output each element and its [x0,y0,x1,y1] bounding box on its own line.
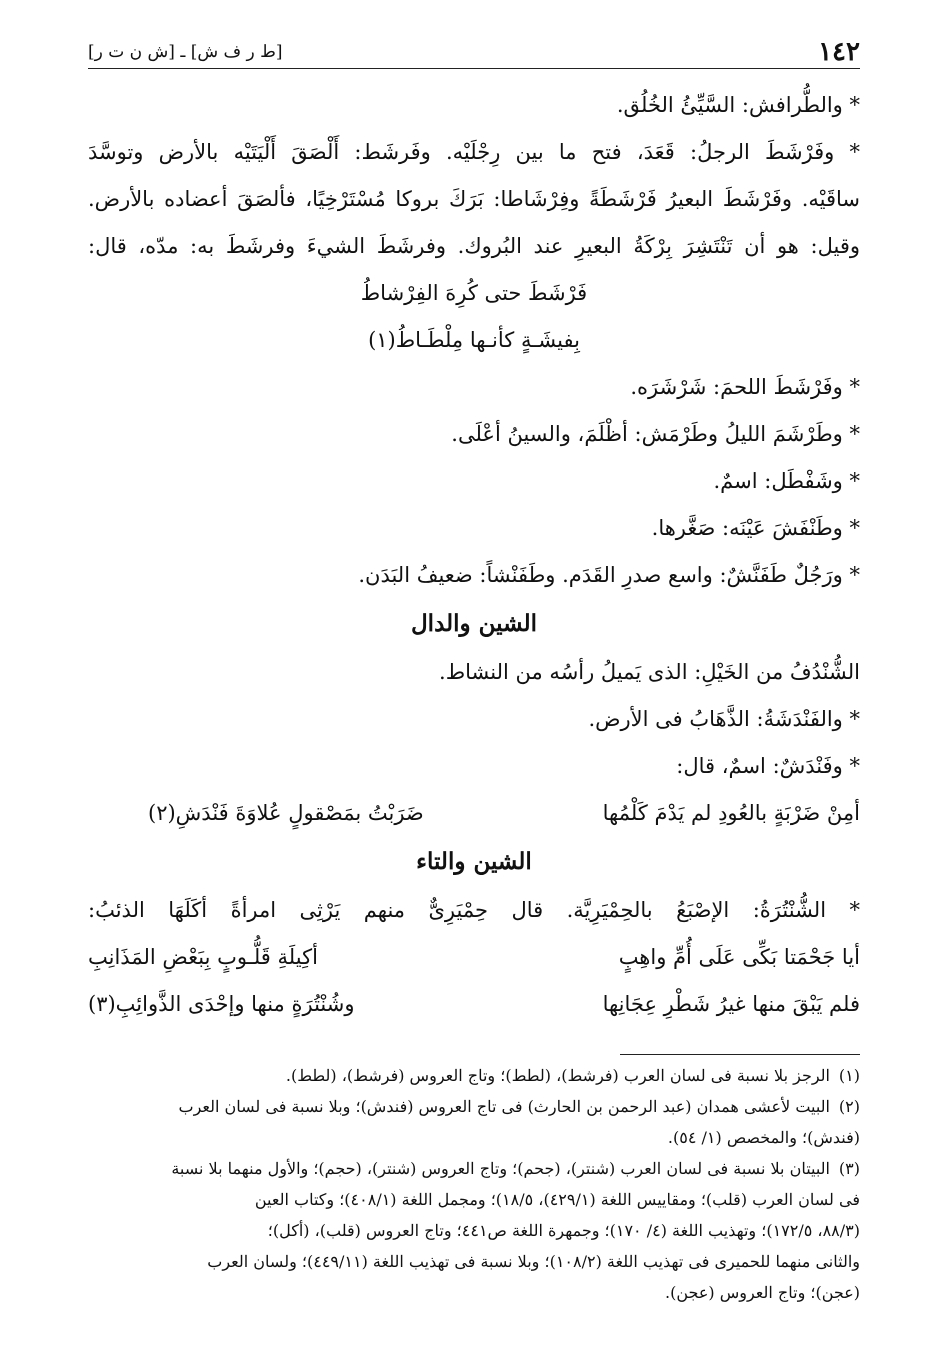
first-hemistich: أيا جَحْمَتا بَكِّى عَلَى أُمِّ واهِبٍ [618,945,860,969]
footnote-3-continued: (٨٨/٣، ١٧٢/٥)؛ وتهذيب اللغة (٤/ ١٧٠)؛ وجمهرة اللغة ص٤٤١؛ وتاج العروس (قلب)، (أكل)؛ [267,1221,860,1240]
section-heading: الشين والدال [410,610,538,637]
text-line: * وفَرْشَطَ اللحمَ: شَرْشَرَه. [630,375,860,399]
verse-line: فَرْشَطَ حتى كُرِهَ الفِرْشاطُ [360,281,588,305]
section-heading: الشين والتاء [416,848,532,875]
footnote-3 [88,1153,860,1184]
text-line: * والطُّرافش: السَّيِّئُ الخُلُق. [616,93,860,117]
footnote-3-continued: (عجن)؛ وتاج العروس (عجن). [664,1283,860,1302]
footnote-text: البيت لأعشى همدان (عبد الرحمن بن الحارث) فى تاج العروس (فندش)؛ وبلا نسبة فى لسان العرب [178,1097,830,1116]
poem-couplet [88,790,860,837]
text-line: * ورَجُلٌ طَفَنَّشٌ: واسع صدرِ القَدَم. وطَفَنْشاً: ضعيفُ البَدَن. [358,563,860,587]
footnote-2-continued: (فندش)؛ والمخصص (١/ ٥٤). [667,1128,860,1147]
text-line: * وفَرْشَطَ الرجلُ: قَعَدَ، فتح ما بين رِجْلَيْه. وفَرشَط: أَلْصَقَ أَلْيَتَيْه بالأرض وتوسَّدَ [88,140,860,164]
running-head: [ط ر ف ش] ـ [ش ن ت ر] [88,42,283,62]
text-line: وقيل: هو أن تَنْتَشِرَ بِرْكَةُ البعيرِ عند البُروك. وفرشَطَ الشيءَ وفرشَطَ به: مدّه، قال: [88,234,860,258]
footnote-1 [88,1060,860,1091]
footnotes [88,1060,860,1308]
text-line: * وشَفْطَل: اسمٌ. [713,469,860,493]
text-line: * والفَنْدَشَةُ: الذَّهَابُ فى الأرض. [588,707,860,731]
first-hemistich: فلم يَبْقَ منها غيرُ شَطْرِ عِجَانِها [602,992,860,1016]
footnote-number: (١) [838,1066,860,1085]
main-text [88,82,860,1028]
footnote-text: الرجز بلا نسبة فى لسان العرب (فرشط)، (لطط)؛ وتاج العروس (فرشط)، (لطط). [285,1066,830,1085]
text-line: * الشُّنْتُرَةُ: الإصْبَعُ بالحِمْيَرِيَّة. قال حِمْيَرِىٌّ منهم يَرْثِى امرأةً أكَلَهَا الذئبُ: [88,898,860,922]
footnote-3-continued: والثانى منهما للحميرى فى تهذيب اللغة (١٠٨/٢)؛ وبلا نسبة فى تهذيب اللغة (٤٤٩/١١)؛ ولسان العرب [207,1252,860,1271]
text-line: * وطَنْفَشَ عَيْنَه: صَغَّرها. [651,516,860,540]
footnote-2 [88,1091,860,1122]
page-number: ١٤٢ [818,37,860,67]
text-line: ساقَيْه. وفَرْشَطَ البعيرُ فَرْشَطَةً وفِرْشَاطا: بَرَكَ بروكا مُسْتَرْخِيًا، فألصَقَ أعضاده بالأرض. [88,187,860,211]
footnote-number: (٣) [838,1159,860,1178]
footnote-number: (٢) [838,1097,860,1116]
second-hemistich: أكِيلَةِ قَلُّـوبٍ بِبَعْضِ المَذَانِبِ [88,945,318,969]
second-hemistich: ضَرَبْتُ بمَصْقولٍ عُلاوَةَ فَنْدَشِ(٢) [148,801,424,825]
text-line: الشُّنْدُفُ من الخَيْلِ: الذى يَميلُ رأسُه من النشاط. [439,660,860,684]
poem-couplet [88,934,860,981]
footnote-text: البيتان بلا نسبة فى لسان العرب (شنتر)، (جحم)؛ وتاج العروس (شنتر)، (حجم)؛ والأول منهما بلا نسبة [171,1159,830,1178]
text-line: * وفَنْدَشٌ: اسمٌ، قال: [676,754,860,778]
verse-line: بِفيشَـةٍ كأنـها مِلْطَـاطُ(١) [368,328,580,352]
page-header [88,36,860,69]
second-hemistich: وشُنْتُرَةٍ منها وإحْدَى الذَّوائِبِ(٣) [88,992,355,1016]
text-line: * وطَرْشَمَ الليلُ وطَرْمَش: أظْلَمَ، والسينُ أعْلَى. [451,422,860,446]
first-hemistich: أمِنْ ضَرْبَةٍ بالعُودِ لم يَدْمَ كَلْمُها [602,801,860,825]
footnote-divider [620,1054,860,1055]
footnote-3-continued: فى لسان العرب (قلب)؛ ومقاييس اللغة (٤٢٩/١)، ١٨/٥)؛ ومجمل اللغة (٤٠٨/١)؛ وكتاب العين [254,1190,860,1209]
poem-couplet [88,981,860,1028]
